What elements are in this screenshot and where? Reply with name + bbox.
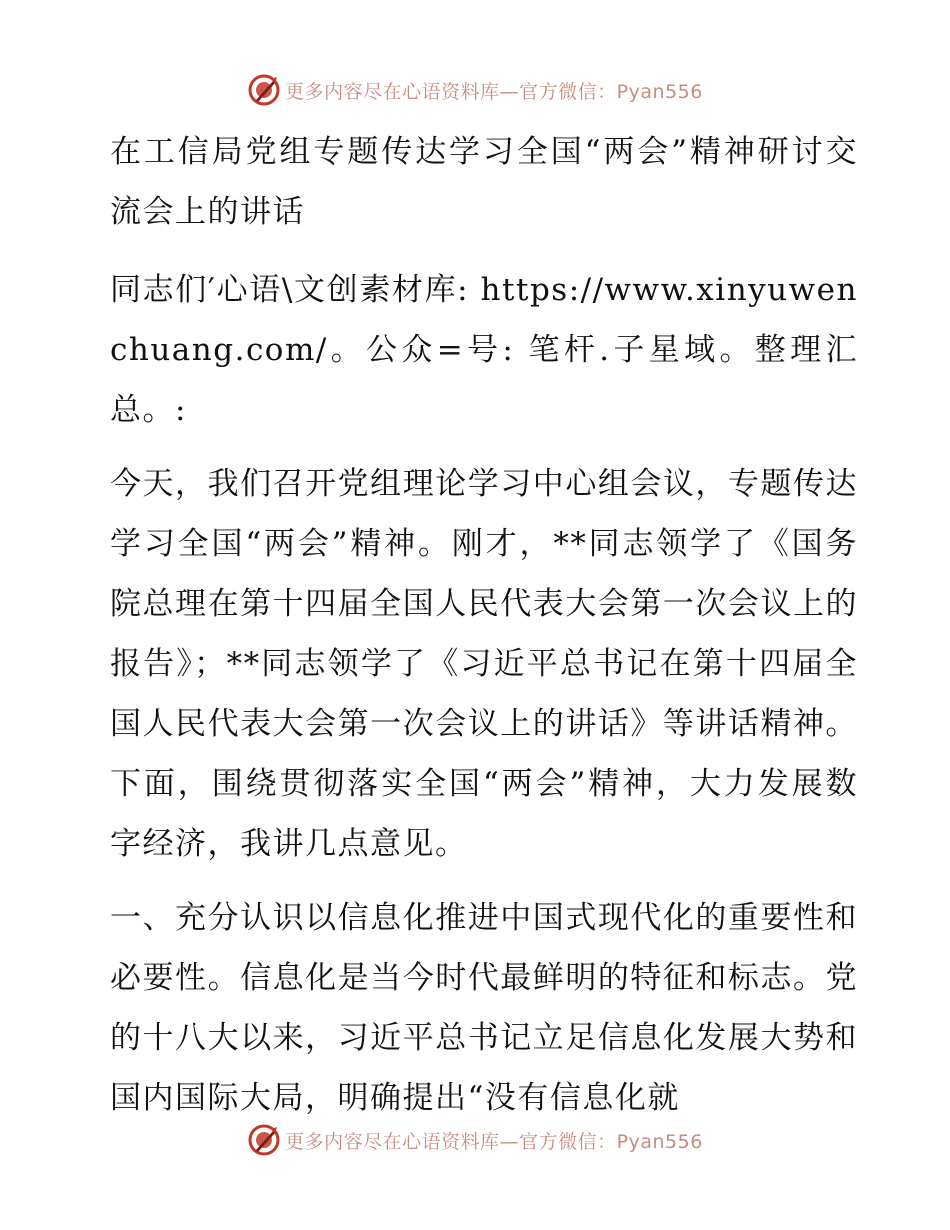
paragraph: 同志们′心语\文创素材库: https://www.xinyuwenchuang.com/。公众=号: 笔杆.子星域。整理汇总。:	[110, 272, 858, 428]
paragraph: 一、充分认识以信息化推进中国式现代化的重要性和必要性。信息化是当今时代最鲜明的特征和标志。党的十八大以来，习近平总书记立足信息化发展大势和国内国际大局，明确提出“没有信息化就	[110, 900, 858, 1116]
document-title: 在工信局党组专题传达学习全国“两会”精神研讨交流会上的讲话	[110, 134, 858, 230]
footer-watermark-banner	[0, 1120, 950, 1160]
quill-seal-icon	[247, 1123, 281, 1157]
header-watermark-banner	[0, 70, 950, 110]
paragraph: 今天，我们召开党组理论学习中心组会议，专题传达学习全国“两会”精神。刚才，**同志领学了《国务院总理在第十四届全国人民代表大会第一次会议上的报告》；**同志领学了《习近平总书记在第十四届全国人民代表大会第一次会议上的讲话》等讲话精神。下面，围绕贯彻落实全国“两会”精神，大力发展数字经济，我讲几点意见。	[110, 466, 858, 862]
quill-seal-icon	[247, 73, 281, 107]
banner-text: 更多内容尽在心语资料库—官方微信：Pyan556	[285, 80, 703, 103]
banner-text: 更多内容尽在心语资料库—官方微信：Pyan556	[285, 1130, 703, 1153]
document-body	[98, 122, 858, 1128]
